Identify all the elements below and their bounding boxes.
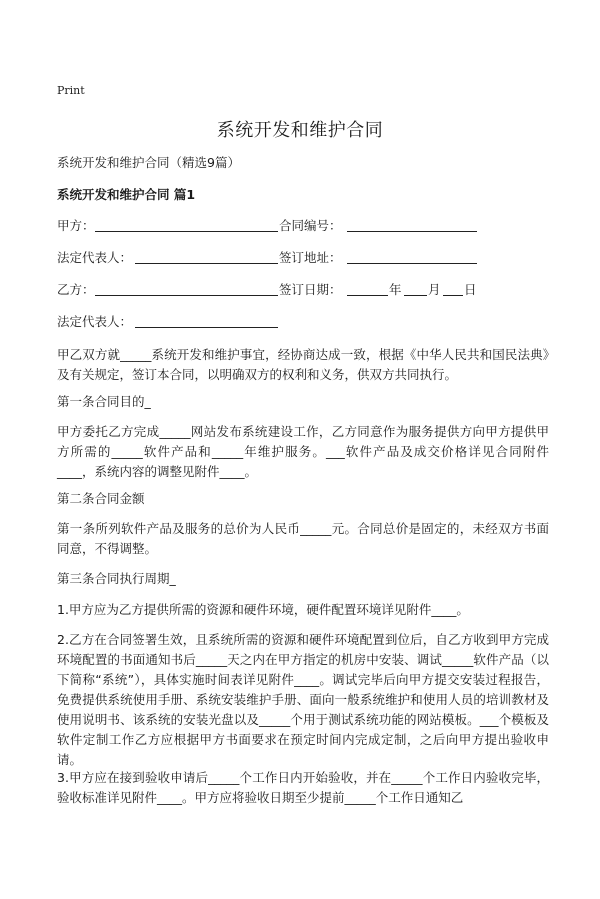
field-row-legal-rep-2 — [57, 312, 557, 332]
field-row-legal-rep-1 — [57, 248, 557, 268]
year-blank — [347, 295, 388, 296]
legal-rep-1-label: 法定代表人： — [57, 250, 133, 265]
sign-place-blank — [347, 263, 477, 264]
article-3-item-1: 1.甲方应为乙方提供所需的资源和硬件环境，硬件配置环境详见附件____。 — [57, 602, 469, 617]
print-link[interactable]: Print — [57, 84, 85, 97]
field-row-party-b — [57, 280, 557, 300]
section-title: 系统开发和维护合同 篇1 — [57, 187, 196, 202]
article-1-heading: 第一条合同目的_ — [57, 394, 151, 409]
article-2-body: 第一条所列软件产品及服务的总价为人民币_____元。合同总价是固定的，未经双方书面同意，不得调整。 — [57, 521, 549, 556]
sign-place-label: 签订地址： — [279, 250, 342, 265]
day-label: 日 — [464, 282, 477, 297]
party-a-label: 甲方： — [57, 218, 95, 233]
legal-rep-2-blank — [135, 327, 278, 328]
month-label: 月 — [428, 282, 441, 297]
contract-no-blank — [347, 231, 477, 232]
page-title: 系统开发和维护合同 — [216, 120, 384, 141]
article-1-body: 甲方委托乙方完成_____网站发布系统建设工作，乙方同意作为服务提供方向甲方提供甲方所需的_____软件产品和_____年维护服务。___软件产品及成交价格详见合同附件____，系统内容的调整见附件____。 — [57, 424, 549, 479]
party-b-label: 乙方： — [57, 282, 95, 297]
article-3-item-2: 2.乙方在合同签署生效，且系统所需的资源和硬件环境配置到位后，自乙方收到甲方完成环境配置的书面通知书后_____天之内在甲方指定的机房中安装、调试_____软件产品（以下简称“系统”），具体实施时间表详见附件____。调试完毕后向甲方提交安装过程报告，免费提供系统使用手册、系统安装维护手册、面向一般系统维护和使用人员的培训教材及使用说明书、该系统的安装光盘以及_____个用于测试系统功能的网站模板。___个模板及软件定制工作乙方应根据甲方书面要求在预定时间内完成定制，之后向甲方提出验收申请。 — [57, 632, 549, 767]
field-row-party-a — [57, 216, 557, 236]
year-label: 年 — [389, 282, 402, 297]
article-2-heading: 第二条合同金额 — [57, 491, 145, 506]
party-b-blank — [95, 295, 278, 296]
legal-rep-1-blank — [135, 263, 278, 264]
day-blank — [443, 295, 463, 296]
contract-no-label: 合同编号： — [279, 218, 342, 233]
article-3-heading: 第三条合同执行周期_ — [57, 571, 176, 586]
legal-rep-2-label: 法定代表人： — [57, 314, 133, 329]
document-subtitle: 系统开发和维护合同（精选9篇） — [57, 155, 240, 170]
intro-paragraph: 甲乙双方就_____系统开发和维护事宜，经协商达成一致，根据《中华人民共和国民法典》及有关规定，签订本合同，以明确双方的权利和义务，供双方共同执行。 — [57, 347, 549, 382]
sign-date-label: 签订日期： — [279, 282, 342, 297]
party-a-blank — [95, 231, 278, 232]
month-blank — [404, 295, 427, 296]
article-3-item-3: 3.甲方应在接到验收申请后_____个工作日内开始验收，并在_____个工作日内验收完毕，验收标准详见附件____。甲方应将验收日期至少提前_____个工作日通知乙 — [57, 770, 549, 805]
